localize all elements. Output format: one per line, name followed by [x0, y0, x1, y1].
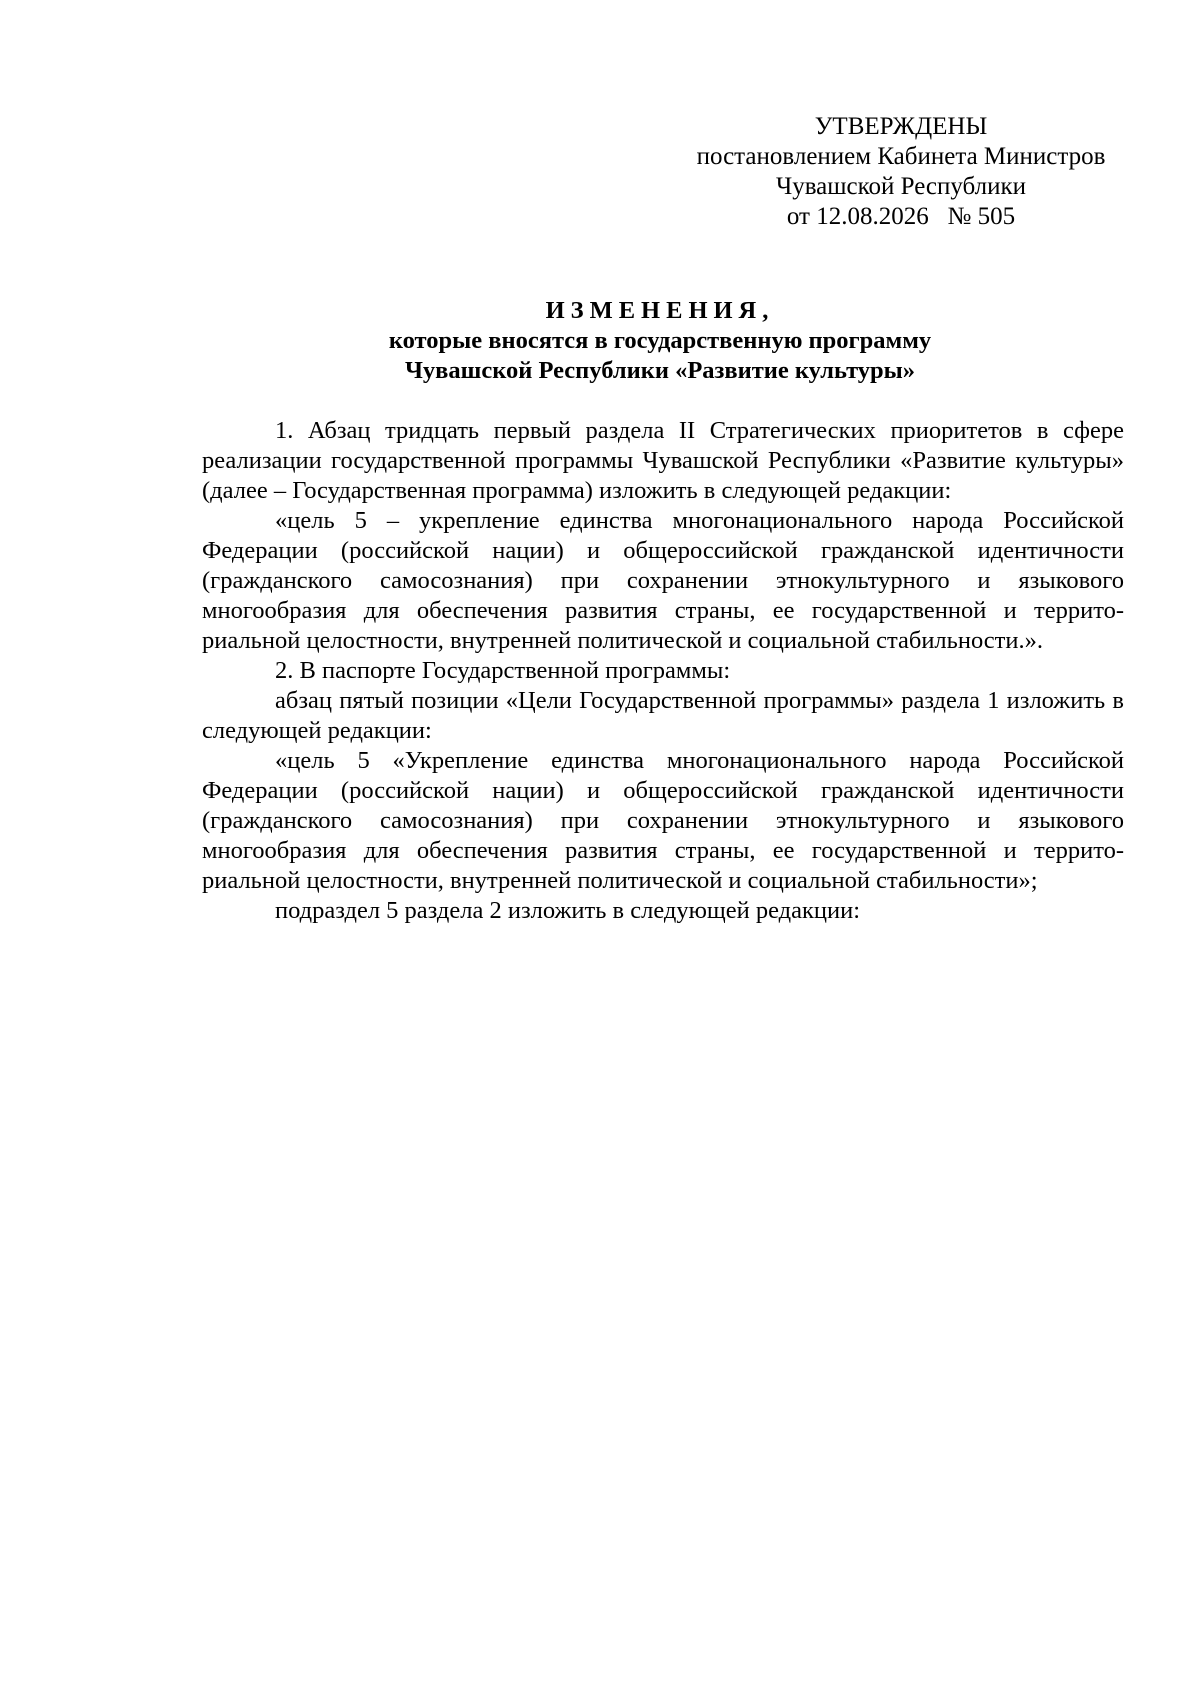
- paragraph-1: 1. Абзац тридцать первый раздела II Стратегических приоритетов в сфере реализации государственной программы Чувашской Республики «Развитие культуры» (далее – Государственная программа) изложить в следующей редакции:: [202, 417, 1124, 504]
- document-title: ИЗМЕНЕНИЯ,: [545, 297, 775, 324]
- approval-title: УТВЕРЖДЕНЫ: [814, 113, 988, 140]
- paragraph-4: абзац пятый позиции «Цели Государственной программы» раздела 1 изложить в следующей редакции:: [202, 687, 1124, 744]
- document-subtitle-line2: Чувашской Республики «Развитие культуры»: [404, 357, 916, 384]
- approval-stamp: [676, 112, 1126, 232]
- paragraph-3: 2. В паспорте Государственной программы:: [275, 657, 731, 684]
- approval-authority: постановлением Кабинета Министров: [696, 143, 1106, 170]
- approval-date-number: от 12.08.2026 № 505: [786, 203, 1016, 230]
- document-body: [202, 416, 1124, 926]
- document-subtitle-line1: которые вносятся в государственную программу: [388, 327, 932, 354]
- paragraph-5: «цель 5 «Укрепление единства многонационального народа Российской Федерации (российской нации) и общероссийской гражданской идентичности (гражданского самосознания) при сохранении этнокультурного и языкового многообразия для обеспечения развития страны, ее государственной и территориальной целостности, внутренней политической и социальной стабильности»;: [202, 747, 1124, 894]
- paragraph-6: подраздел 5 раздела 2 изложить в следующей редакции:: [275, 897, 861, 924]
- document-heading: [300, 296, 1020, 386]
- paragraph-2: «цель 5 – укрепление единства многонационального народа Российской Федерации (российской нации) и общероссийской гражданской идентичности (гражданского самосознания) при сохранении этнокультурного и языкового многообразия для обеспечения развития страны, ее государственной и территориальной целостности, внутренней политической и социальной стабильности.».: [202, 507, 1124, 654]
- approval-region: Чувашской Республики: [775, 173, 1027, 200]
